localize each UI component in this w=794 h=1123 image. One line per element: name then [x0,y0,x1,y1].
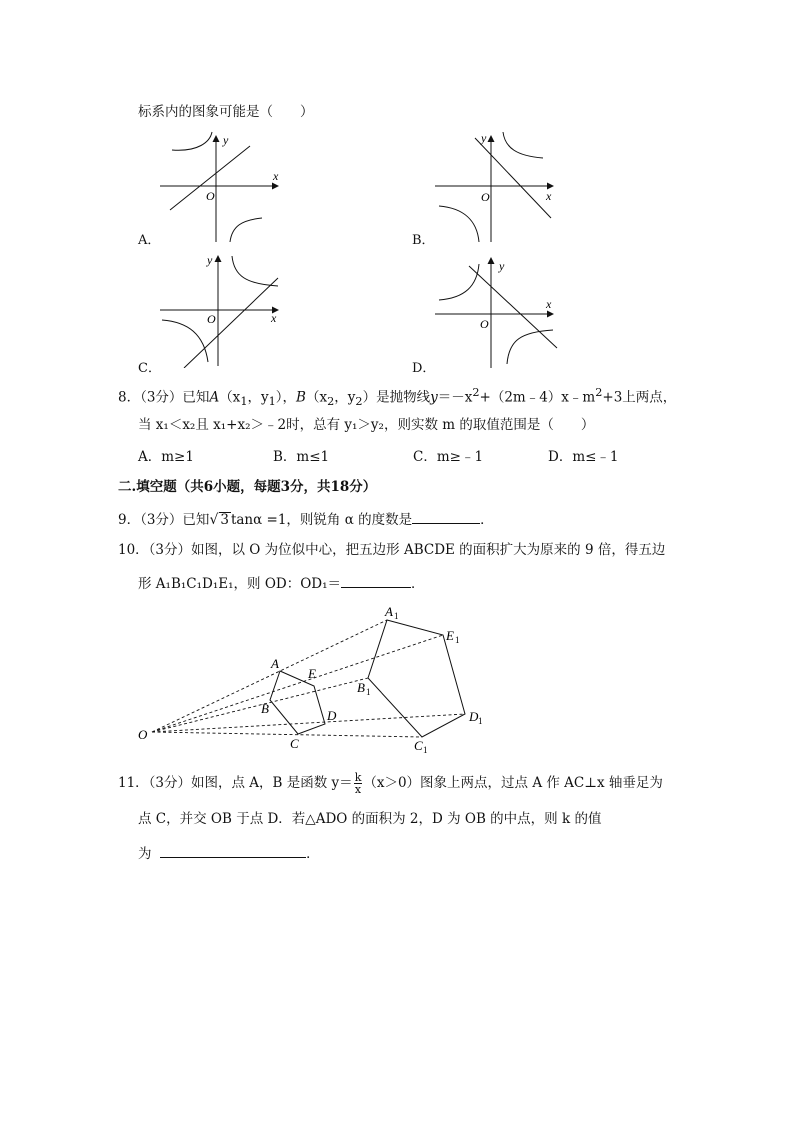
y-axis-label: y [207,253,213,267]
option-a-label: A． [138,233,161,248]
svg-text:A: A [271,656,279,671]
svg-text:E: E [446,628,454,643]
x-axis-label: x [273,169,279,183]
graph-option-a [150,130,290,245]
x-axis-label: x [271,311,277,325]
origin-label: O [481,190,490,204]
svg-text:1: 1 [366,687,371,697]
svg-text:1: 1 [394,611,399,621]
origin-label: O [206,189,215,203]
q8-choice-b: B．m≤1 [273,449,330,465]
k-over-x-fraction: $\frac{k}{x}$ [354,771,362,796]
svg-text:C: C [414,738,423,753]
y-axis-label: y [499,259,505,273]
y-axis-label: y [481,131,487,145]
q7-tail-text: 标系内的图象可能是（ ） [138,104,314,120]
q10-line2: 形 A₁B₁C₁D₁E₁，则 OD：OD₁＝ ． [138,573,425,593]
q8-choice-c: C．m≥﹣1 [413,449,484,465]
svg-text:A: A [385,604,393,619]
q10-similar-pentagons-figure [130,600,500,760]
svg-text:D: D [469,709,479,724]
q11-line3: 为 ． [138,843,320,863]
svg-text:1: 1 [478,716,483,726]
x-axis-label: x [546,297,552,311]
option-d-label: D． [412,361,436,376]
svg-text:B: B [357,680,365,695]
svg-text:O: O [138,727,148,742]
y-axis-label: y [223,133,229,147]
q10-answer-blank[interactable] [341,573,411,588]
origin-label: O [207,312,216,326]
graph-option-c [150,250,290,368]
q10-line1: 10．（3分）如图，以 O 为位似中心，把五边形 ABCDE 的面积扩大为原来的 9 倍，得五边 [118,542,666,558]
q8-choice-a: A．m≥1 [138,449,194,465]
svg-text:E: E [308,666,316,681]
q9-text: 9．（3分）已知√ 3 tanα =1，则锐角 α 的度数是 ． [118,509,494,529]
option-b-label: B． [412,233,435,248]
q9-answer-blank[interactable] [412,509,480,524]
q8-choice-d: D．m≤﹣1 [548,449,619,465]
svg-text:1: 1 [455,635,460,645]
origin-label: O [480,317,489,331]
graph-option-d [425,252,565,370]
q11-line2: 点 C，并交 OB 于点 D．若△ADO 的面积为 2，D 为 OB 的中点，则 k 的值 [138,811,602,827]
q8-line2: 当 x₁＜x₂且 x₁+x₂＞﹣2时，总有 y₁＞y₂，则实数 m 的取值范围是（ ） [138,417,595,433]
graph-option-b [425,130,565,245]
q11-answer-blank[interactable] [160,843,306,858]
q11-line1: 11．（3分）如图，点 A，B 是函数 y＝ $\frac{k}{x}$ （x＞0）图象上两点，过点 A 作 AC⊥x 轴垂足为 [118,771,663,796]
svg-text:D: D [327,708,337,723]
svg-text:1: 1 [423,745,428,755]
q8-line1: 8．（3分）已知$A(x_1$，$y_1$），$B(x_2$，$y_2$）是抛物线$y=-x^2+(2m﹣4)x﹣m^2+3$上两点， [118,386,677,409]
x-axis-label: x [546,189,552,203]
section-heading: 二.填空题（共6小题，每题3分，共18分） [118,479,377,495]
option-c-label: C． [138,361,161,376]
svg-text:B: B [261,701,269,716]
svg-text:C: C [290,736,299,751]
